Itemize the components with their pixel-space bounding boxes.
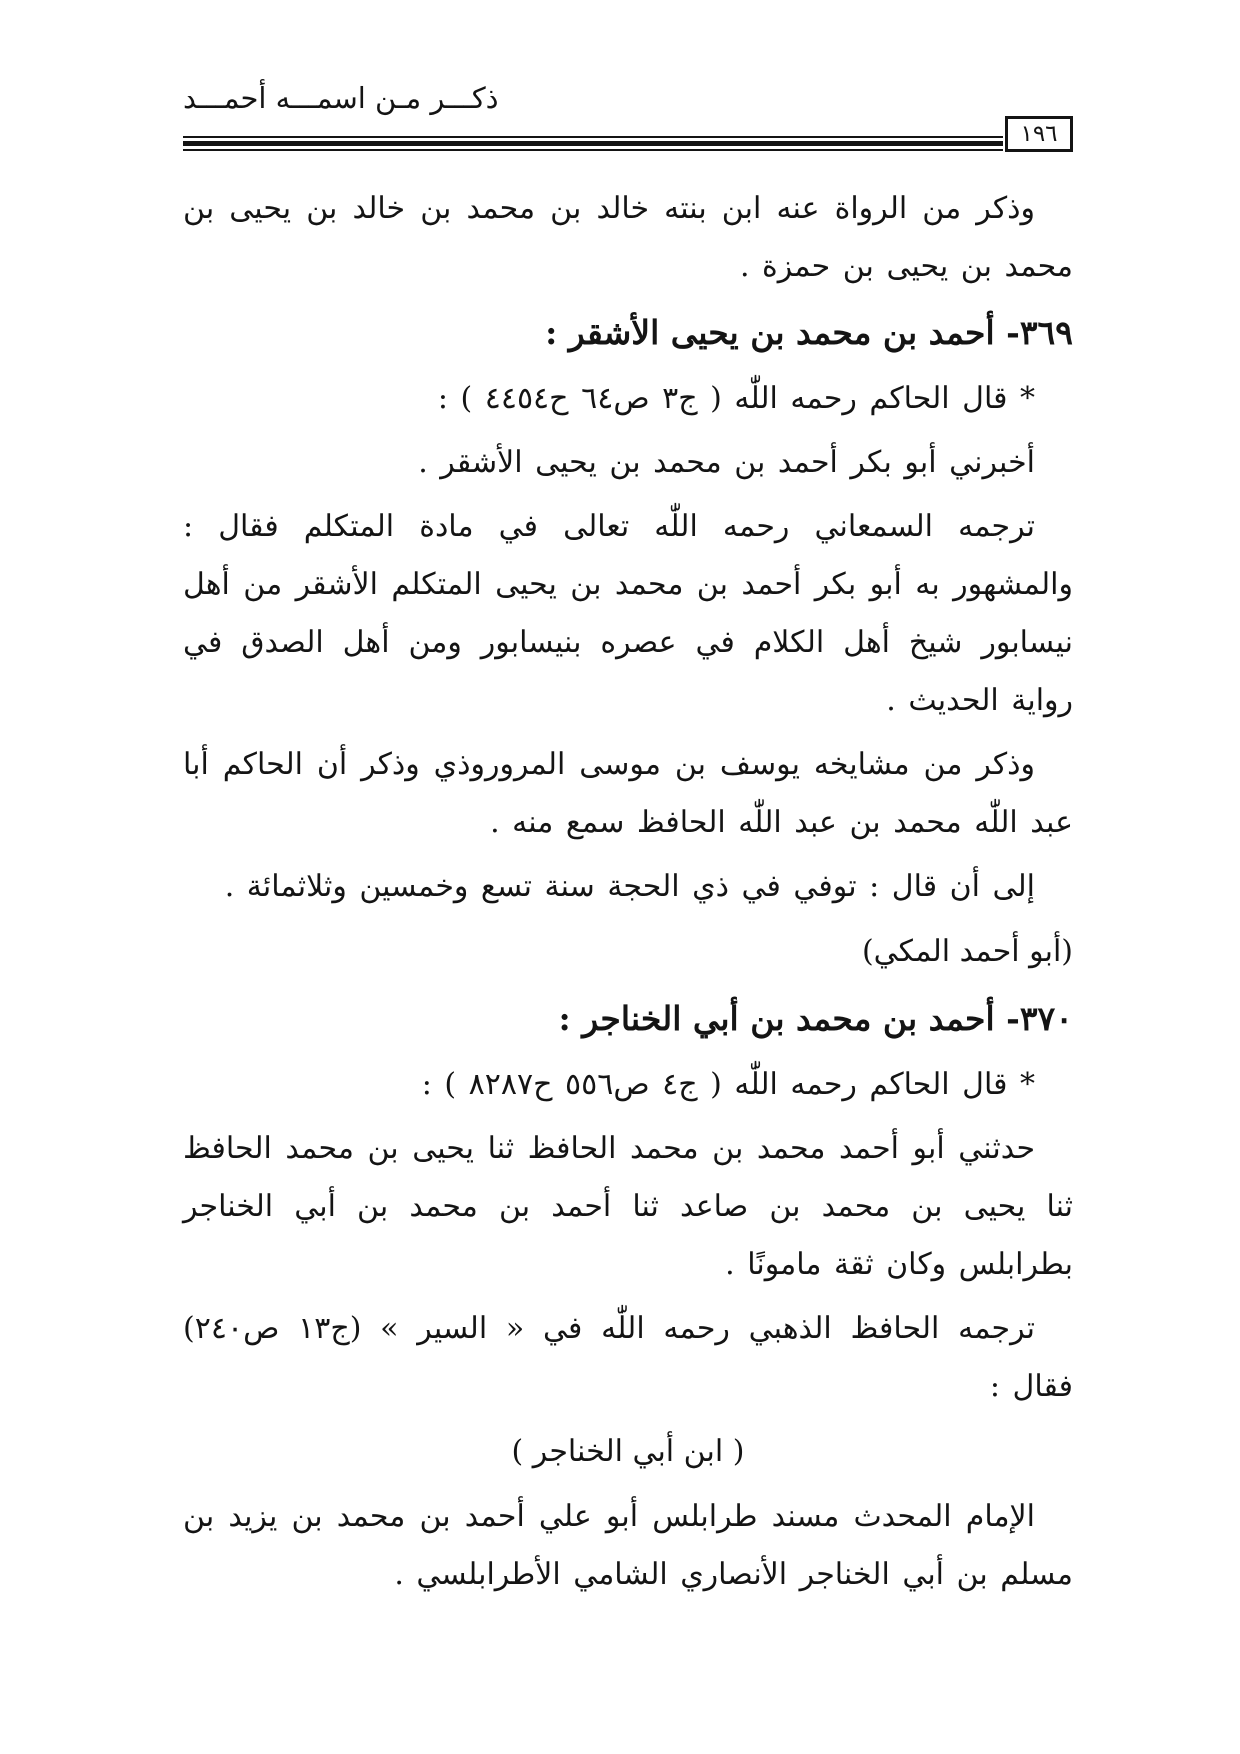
samaani-biography: ترجمه السمعاني رحمه اللّٰه تعالى في مادة المتكلم فقال : والمشهور به أبو بكر أحمد بن محمد بن يحيى المتكلم الأشقر من أهل نيسابور شيخ أهل الكلام في عصره بنيسابور ومن أهل الصدق في رواية الحديث . <box>183 509 1073 718</box>
kunya-label: (أبو أحمد المكي) <box>861 934 1073 969</box>
hakim-citation-369: * قال الحاكم رحمه اللّٰه ( ج٣ ص٦٤ ح٤٤٥٤ ) : <box>437 381 1035 416</box>
page-number-box: ١٩٦ <box>1005 116 1073 152</box>
hakim-citation-370: * قال الحاكم رحمه اللّٰه ( ج٤ ص٥٥٦ ح٨٢٨٧ ) : <box>421 1067 1035 1102</box>
paragraph-narrators: وذكر من الرواة عنه ابن بنته خالد بن محمد بن خالد بن يحيى بن محمد بن يحيى بن حمزة . <box>183 191 1073 284</box>
hakim-text-369: أخبرني أبو بكر أحمد بن محمد بن يحيى الأشقر . <box>418 445 1035 480</box>
chapter-title: ذكـــر مـن اسمـــه أحمـــد <box>183 81 499 115</box>
entry-heading-369: ٣٦٩- أحمد بن محمد بن يحيى الأشقر : <box>545 313 1073 352</box>
hakim-text-370: حدثني أبو أحمد محمد بن محمد الحافظ ثنا يحيى بن محمد الحافظ ثنا يحيى بن محمد بن صاعد ثنا أحمد بن محمد بن أبي الخناجر بطرابلس وكان ثقة مامونًا . <box>183 1131 1073 1282</box>
running-header <box>183 78 1073 158</box>
siyar-entry-title: ( ابن أبي الخناجر ) <box>511 1434 745 1469</box>
header-rule-thick <box>183 141 1003 146</box>
header-rule-bottom <box>183 149 1003 151</box>
teachers-paragraph: وذكر من مشايخه يوسف بن موسى المروروذي وذكر أن الحاكم أبا عبد اللّٰه محمد بن عبد اللّٰه الحافظ سمع منه . <box>183 747 1073 840</box>
dhahabi-reference: ترجمه الحافظ الذهبي رحمه اللّٰه في « السير » (ج١٣ ص٢٤٠) فقال : <box>183 1311 1073 1404</box>
siyar-biography: الإمام المحدث مسند طرابلس أبو علي أحمد بن محمد بن يزيد بن مسلم بن أبي الخناجر الأنصاري الشامي الأطرابلسي . <box>183 1499 1073 1592</box>
page-body <box>183 180 1073 1610</box>
entry-heading-370: ٣٧٠- أحمد بن محمد بن أبي الخناجر : <box>558 999 1073 1038</box>
death-date-paragraph: إلى أن قال : توفي في ذي الحجة سنة تسع وخمسين وثلاثمائة . <box>224 869 1035 904</box>
header-rule-top <box>183 136 1003 138</box>
